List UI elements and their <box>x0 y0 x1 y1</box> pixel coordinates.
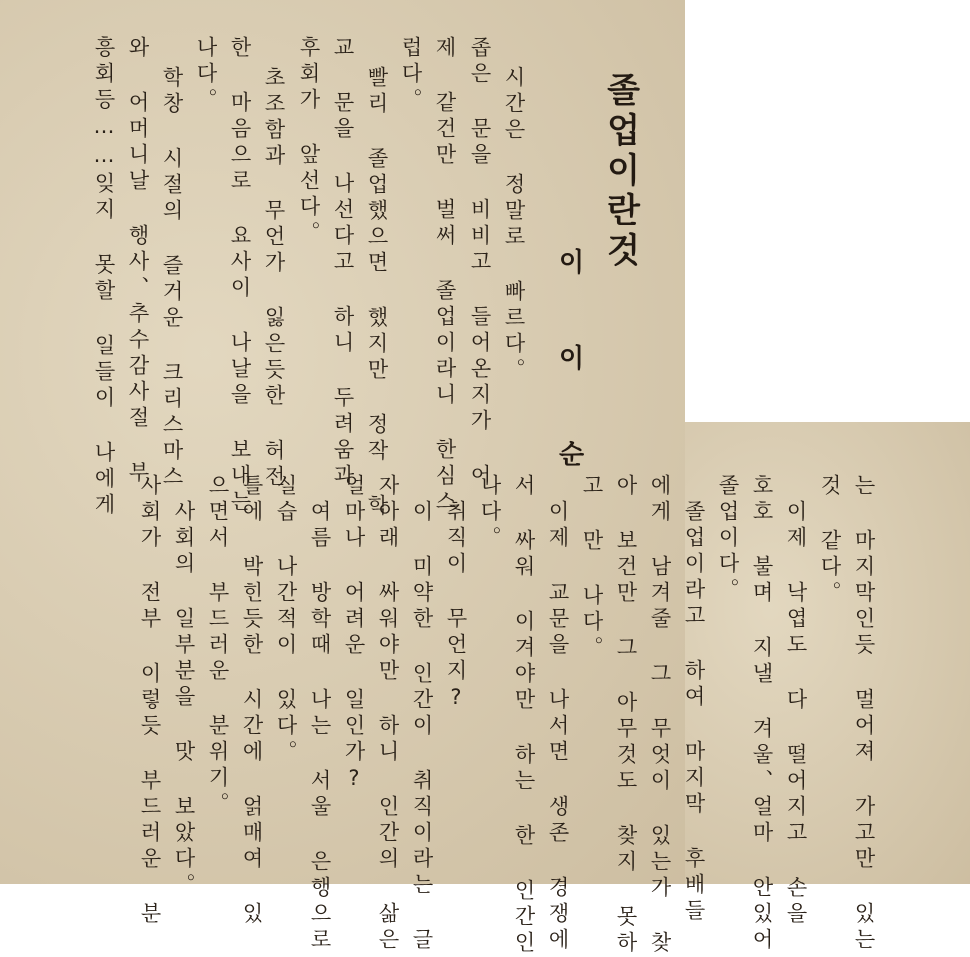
text-column: 으면서 부드러운 분위기。 <box>206 474 230 818</box>
text-column: 이제 교문을 나서면 생존 경쟁에 <box>546 500 570 954</box>
text-column: 시간은 정말로 빠르다。 <box>502 66 526 384</box>
text-column: 빨리 졸업했으면 했지만 정작 학 <box>365 66 389 520</box>
text-column: 와 어머니날 행사、추수감사절 부 <box>126 36 150 487</box>
article-author: 이 이 순 <box>554 248 584 486</box>
text-column: 졸업이라고 하여 마지막 후배들 <box>682 500 706 925</box>
text-column: 이 미약한 인간이 취직이라는 글 <box>410 500 434 954</box>
text-column: 에게 남겨줄 그 무엇이 있는가 찾 <box>648 474 672 957</box>
text-column: 이제 낙엽도 다 떨어지고 손을 <box>784 500 808 928</box>
text-column: 얼마나 어려운 일인가? <box>342 474 366 795</box>
article-title: 졸업이란것 <box>600 72 640 272</box>
text-column: 후회가 앞선다。 <box>297 36 321 247</box>
text-column: 호호 불며 지낼 겨울、얼마 안있어 <box>750 474 774 954</box>
text-column: 흥회등……잊지 못할 일들이 나에게 <box>92 36 116 519</box>
text-column: 초조함과 무언가 잃은듯한 허전 <box>262 66 286 491</box>
text-column: 졸업이다。 <box>716 474 740 604</box>
text-column: 실습 나간적이 있다。 <box>274 474 298 766</box>
text-column: 나다。 <box>194 36 218 114</box>
text-column: 한 마음으로 요사이 나날을 보내는 <box>228 36 252 516</box>
text-column: 취직이 무언지? <box>444 500 468 714</box>
text-column: 는 마지막인듯 멀어져 가고만 있는 <box>852 474 876 954</box>
text-column: 사회가 전부 이렇듯 부드러운 분 <box>138 474 162 928</box>
text-column: 사회의 일부분을 맛 보았다。 <box>172 500 196 899</box>
text-column: 서 싸워 이겨야만 하는 한 인간인 <box>512 474 536 957</box>
text-column: 제 같건만 벌써 졸업이라니 한심스 <box>433 36 457 516</box>
text-column: 좁은 문을 비비고 들어온지가 어 <box>468 36 492 490</box>
text-column: 나다。 <box>478 474 502 552</box>
text-column: 아 보건만 그 아무것도 찾지 못하 <box>614 474 638 957</box>
text-column: 교 문을 나선다고 하니 두려움과 <box>331 36 355 490</box>
text-column: 것 같다。 <box>818 474 842 607</box>
text-column: 자아래 싸워야만 하니 인간의 삶은 <box>376 474 400 954</box>
text-column: 틀에 박힌듯한 시간에 얽매여 있 <box>240 474 264 928</box>
text-column: 럽다。 <box>399 36 423 114</box>
text-column: 학창 시절의 즐거운 크리스마스 <box>160 66 184 491</box>
text-column: 여름 방학때 나는 서울 은행으로 <box>308 500 332 954</box>
text-column: 고 만 나다。 <box>580 474 604 662</box>
